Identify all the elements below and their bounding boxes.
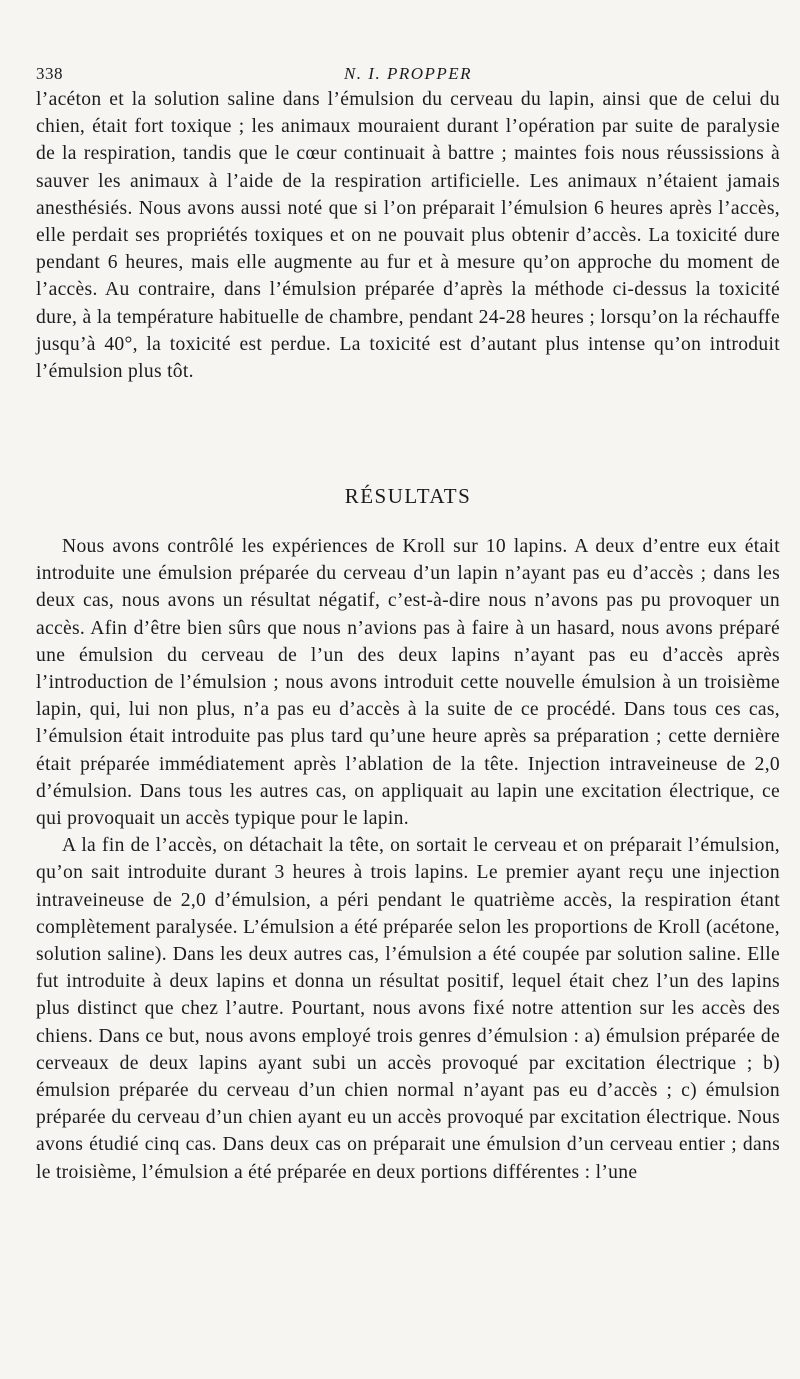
results-paragraph-2: A la fin de l’accès, on détachait la tête, on sortait le cerveau et on préparait l’émulsion, qu’on sait introduite durant 3 heures à trois lapins. Le premier ayant reçu une injection intraveineuse de 2,0 d’émulsion, a péri pendant le quatrième accès, la respiration étant complètement paralysée. L’émulsion a été préparée selon les proportions de Kroll (acétone, solution saline). Dans les deux autres cas, l’émulsion a été coupée par solution saline. Elle fut introduite à deux lapins et donna un résultat positif, lequel était chez l’un des lapins plus distinct que chez l’autre. Pourtant, nous avons fixé notre attention sur les accès des chiens. Dans ce but, nous avons employé trois genres d’émulsion : a) émulsion préparée de cerveaux de deux lapins ayant subi un accès provoqué par excitation électrique ; b) émulsion préparée du cerveau d’un chien normal n’ayant pas eu d’accès ; c) émulsion préparée du cerveau d’un chien ayant eu un accès provoqué par excitation électrique. Nous avons étudié cinq cas. Dans deux cas on préparait une émulsion d’un cerveau entier ; dans le troisième, l’émulsion a été préparée en deux portions différentes : l’une [36,835,780,1183]
section-heading: RÉSULTATS [344,484,472,508]
running-title: N. I. PROPPER [343,64,473,83]
results-text-block [36,533,780,1186]
running-head [36,64,780,88]
results-paragraph-1: Nous avons contrôlé les expériences de Kroll sur 10 lapins. A deux d’entre eux était introduite une émulsion préparée du cerveau d’un lapin n’ayant pas eu d’accès ; dans les deux cas, nous avons un résultat négatif, c’est-à-dire nous n’avons pas pu provoquer un accès. Afin d’être bien sûrs que nous n’avions pas à faire à un hasard, nous avons préparé une émulsion du cerveau de l’un des deux lapins n’ayant pas eu d’accès après l’introduction de l’émulsion ; nous avons introduit cette nouvelle émulsion à un troisième lapin, qui, lui non plus, n’a pas eu d’accès à la suite de ce procédé. Dans tous ces cas, l’émulsion était introduite pas plus tard qu’une heure après sa préparation ; cette dernière était préparée immédiatement après l’ablation de la tête. Injection intraveineuse de 2,0 d’émulsion. Dans tous les autres cas, on appliquait au lapin une excitation électrique, ce qui provoquait un accès typique pour le lapin. [36,536,780,830]
intro-paragraph: l’acéton et la solution saline dans l’émulsion du cerveau du lapin, ainsi que de celui du chien, était fort toxique ; les animaux mouraient durant l’opération par suite de paralysie de la respiration, tandis que le cœur continuait à battre ; maintes fois nous réussissions à sauver les animaux à l’aide de la respiration artificielle. Les animaux n’étaient jamais anesthésiés. Nous avons aussi noté que si l’on préparait l’émulsion 6 heures après l’accès, elle perdait ses propriétés toxiques et on ne pouvait plus obtenir d’accès. La toxicité dure pendant 6 heures, mais elle augmente au fur et à mesure qu’on approche du moment de l’accès. Au contraire, dans l’émulsion préparée d’après la méthode ci-dessus la toxicité dure, à la température habituelle de chambre, pendant 24-28 heures ; lorsqu’on la réchauffe jusqu’à 40°, la toxicité est perdue. La toxicité est d’autant plus intense qu’on introduit l’émulsion plus tôt. [36,89,780,383]
intro-text-block [36,86,780,385]
page-number: 338 [36,64,63,83]
